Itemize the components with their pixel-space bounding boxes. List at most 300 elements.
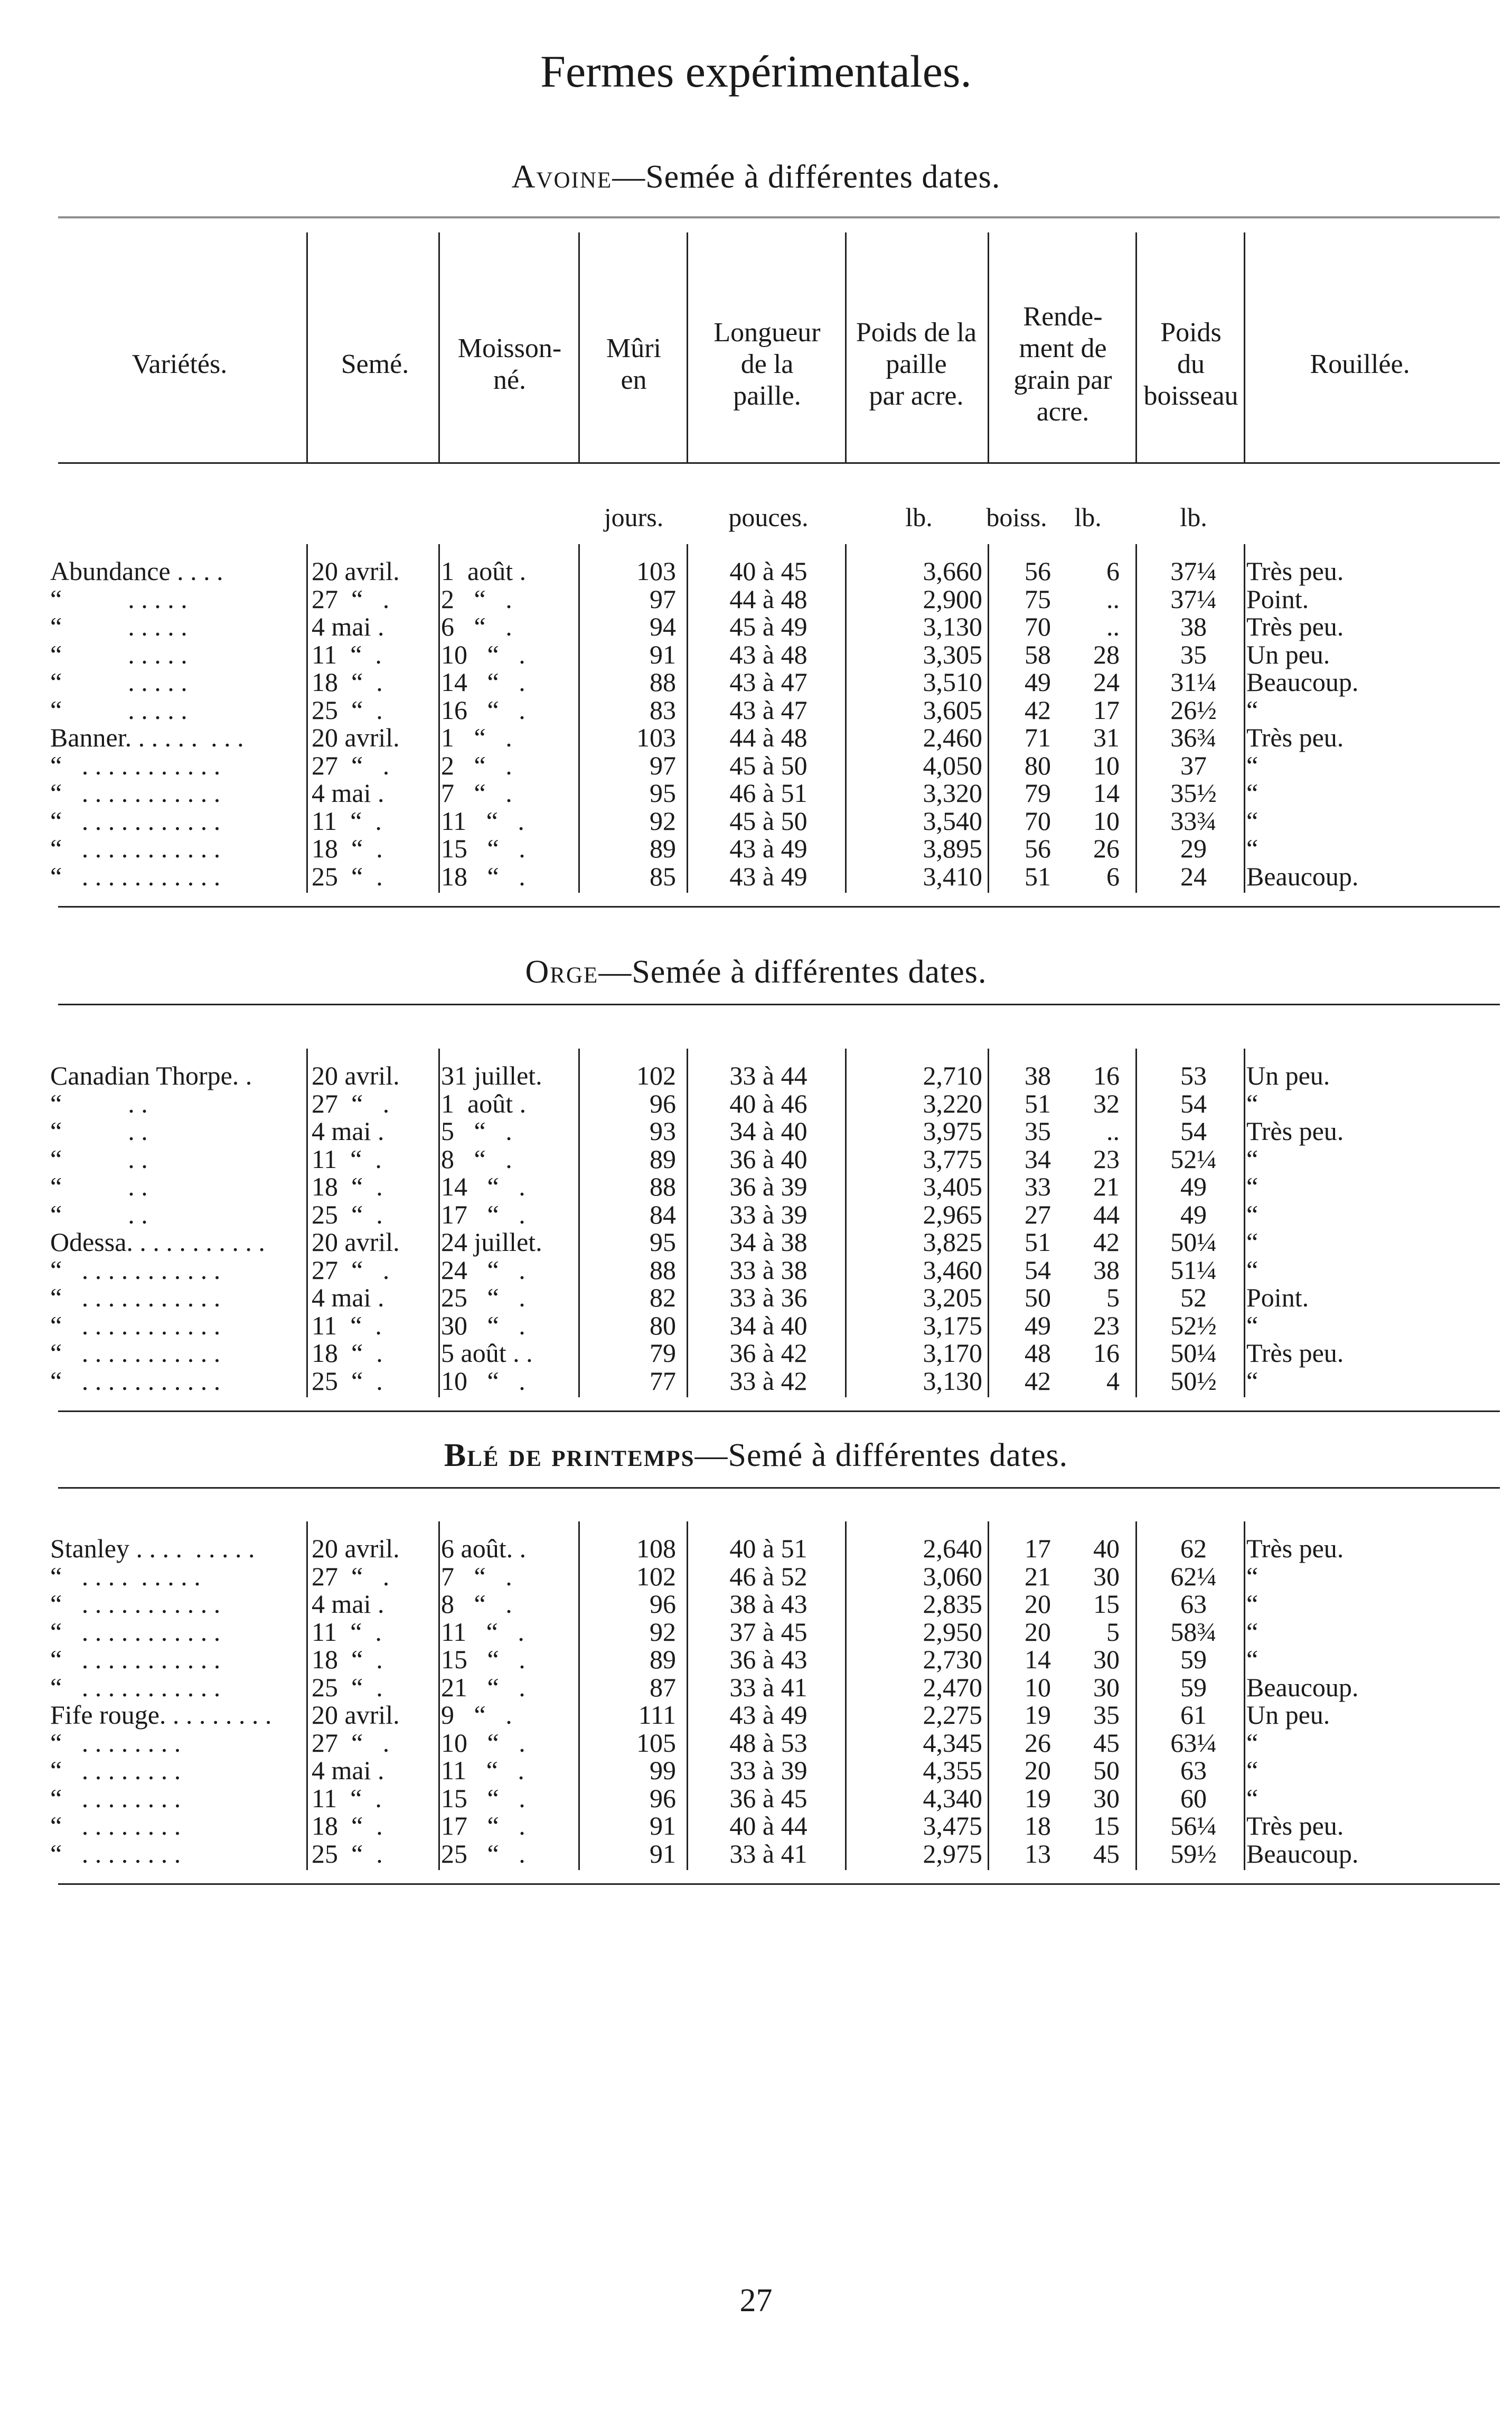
cell-livres: 23 bbox=[1093, 1144, 1120, 1174]
cell-rouillee: “ bbox=[1246, 806, 1259, 836]
section-col-divider bbox=[438, 544, 440, 893]
cell-seme: 27 “ . bbox=[312, 1561, 390, 1591]
cell-poids-boisseau: 37 bbox=[1180, 750, 1207, 780]
cell-boisseaux: 51 bbox=[1025, 1227, 1051, 1257]
cell-poids-boisseau: 59 bbox=[1180, 1645, 1207, 1674]
cell-longueur: 43 à 47 bbox=[729, 695, 807, 725]
cell-variety: Canadian Thorpe. . bbox=[50, 1061, 252, 1090]
cell-boisseaux: 48 bbox=[1025, 1338, 1051, 1368]
cell-seme: 18 “ . bbox=[312, 834, 383, 863]
cell-poids-paille: 3,775 bbox=[923, 1144, 982, 1174]
header-col-divider bbox=[845, 232, 847, 462]
cell-boisseaux: 56 bbox=[1025, 556, 1051, 586]
cell-boisseaux: 14 bbox=[1025, 1645, 1051, 1674]
table-row bbox=[0, 1367, 1512, 1395]
cell-moissonne: 10 “ . bbox=[441, 639, 525, 669]
cell-poids-boisseau: 58¾ bbox=[1170, 1617, 1217, 1647]
cell-variety: “ . . . . . . . . . . . bbox=[50, 1283, 221, 1312]
cell-variety: “ . . bbox=[50, 1088, 148, 1118]
cell-boisseaux: 70 bbox=[1025, 612, 1051, 641]
table-row bbox=[0, 1228, 1512, 1256]
cell-variety: “ . . . . . . . . . . . bbox=[50, 1672, 221, 1702]
cell-poids-boisseau: 59½ bbox=[1170, 1838, 1217, 1868]
header-col-divider bbox=[1244, 232, 1245, 462]
section-bottom-rule bbox=[58, 906, 1500, 908]
cell-livres: 50 bbox=[1093, 1755, 1120, 1785]
cell-muri: 103 bbox=[636, 556, 676, 586]
cell-seme: 11 “ . bbox=[312, 1144, 382, 1174]
header-muri: Mûri en bbox=[606, 333, 661, 395]
table-row bbox=[0, 1312, 1512, 1340]
cell-muri: 91 bbox=[650, 1838, 676, 1868]
cell-muri: 92 bbox=[650, 806, 676, 836]
cell-variety: “ . . . . . . . . bbox=[50, 1727, 181, 1758]
unit-lb-boisseau: lb. bbox=[1180, 502, 1207, 532]
table-row bbox=[0, 1756, 1512, 1784]
cell-boisseaux: 51 bbox=[1025, 1088, 1051, 1118]
cell-seme: 4 mai . bbox=[312, 1589, 384, 1619]
cell-longueur: 45 à 50 bbox=[729, 806, 807, 836]
cell-moissonne: 10 “ . bbox=[441, 1727, 525, 1758]
cell-seme: 25 “ . bbox=[312, 1366, 383, 1396]
cell-rouillee: Très peu. bbox=[1246, 1811, 1344, 1840]
section-col-divider bbox=[1135, 544, 1137, 893]
cell-poids-boisseau: 26½ bbox=[1170, 695, 1217, 725]
cell-poids-paille: 4,340 bbox=[923, 1783, 982, 1813]
cell-poids-paille: 3,605 bbox=[923, 695, 982, 725]
cell-poids-boisseau: 24 bbox=[1180, 861, 1207, 891]
cell-poids-boisseau: 63 bbox=[1180, 1755, 1207, 1785]
cell-variety: “ . . . . . . . . . . . bbox=[50, 806, 221, 836]
cell-livres: 16 bbox=[1093, 1061, 1120, 1090]
cell-longueur: 36 à 42 bbox=[729, 1338, 807, 1368]
cell-moissonne: 5 août . . bbox=[441, 1338, 533, 1368]
cell-longueur: 33 à 41 bbox=[729, 1672, 807, 1702]
cell-moissonne: 24 juillet. bbox=[441, 1227, 542, 1257]
cell-longueur: 40 à 46 bbox=[729, 1088, 807, 1118]
cell-muri: 103 bbox=[636, 723, 676, 752]
cell-moissonne: 14 “ . bbox=[441, 1172, 525, 1201]
cell-moissonne: 8 “ . bbox=[441, 1589, 512, 1619]
cell-longueur: 33 à 41 bbox=[729, 1838, 807, 1868]
cell-muri: 94 bbox=[650, 612, 676, 641]
cell-moissonne: 1 août . bbox=[441, 1088, 527, 1118]
cell-poids-paille: 2,730 bbox=[923, 1645, 982, 1674]
cell-poids-boisseau: 50¼ bbox=[1170, 1227, 1217, 1257]
cell-muri: 83 bbox=[650, 695, 676, 725]
table-row bbox=[0, 1674, 1512, 1702]
cell-variety: “ . . . . . . . . . . . bbox=[50, 1617, 221, 1647]
cell-moissonne: 11 “ . bbox=[441, 806, 524, 836]
cell-boisseaux: 38 bbox=[1025, 1061, 1051, 1090]
cell-longueur: 33 à 39 bbox=[729, 1199, 807, 1229]
cell-boisseaux: 20 bbox=[1025, 1617, 1051, 1647]
cell-moissonne: 1 “ . bbox=[441, 723, 512, 752]
section-col-divider bbox=[845, 544, 847, 893]
cell-moissonne: 15 “ . bbox=[441, 1783, 525, 1813]
cell-rouillee: “ bbox=[1246, 1172, 1259, 1201]
section-col-divider bbox=[988, 1049, 989, 1397]
cell-seme: 4 mai . bbox=[312, 1116, 384, 1146]
cell-boisseaux: 13 bbox=[1025, 1838, 1051, 1868]
table-row bbox=[0, 1646, 1512, 1674]
cell-longueur: 43 à 49 bbox=[729, 1700, 807, 1730]
cell-longueur: 44 à 48 bbox=[729, 723, 807, 752]
cell-variety: “ . . bbox=[50, 1144, 148, 1174]
cell-boisseaux: 80 bbox=[1025, 750, 1051, 780]
cell-seme: 20 avril. bbox=[312, 1534, 400, 1563]
cell-moissonne: 25 “ . bbox=[441, 1283, 525, 1312]
cell-muri: 88 bbox=[650, 1172, 676, 1201]
cell-livres: 30 bbox=[1093, 1561, 1120, 1591]
cell-muri: 96 bbox=[650, 1783, 676, 1813]
cell-variety: Stanley . . . . . . . . . bbox=[50, 1534, 255, 1563]
section-col-divider bbox=[1135, 1521, 1137, 1870]
cell-variety: “ . . . . . . . . . . . bbox=[50, 778, 221, 808]
cell-moissonne: 1 août . bbox=[441, 556, 527, 586]
cell-livres: 30 bbox=[1093, 1645, 1120, 1674]
cell-livres: 17 bbox=[1093, 695, 1120, 725]
cell-moissonne: 25 “ . bbox=[441, 1838, 525, 1868]
cell-seme: 27 “ . bbox=[312, 750, 390, 780]
cell-livres: 15 bbox=[1093, 1589, 1120, 1619]
cell-poids-boisseau: 49 bbox=[1180, 1172, 1207, 1201]
cell-livres: 32 bbox=[1093, 1088, 1120, 1118]
cell-poids-paille: 2,900 bbox=[923, 584, 982, 614]
unit-lb-rendement: lb. bbox=[1074, 502, 1102, 532]
header-col-divider bbox=[687, 232, 688, 462]
section-title-crop: Blé de printemps bbox=[444, 1437, 695, 1473]
section-col-divider bbox=[1135, 1049, 1137, 1397]
header-poids-paille: Poids de la paille par acre. bbox=[856, 317, 977, 411]
cell-muri: 85 bbox=[650, 861, 676, 891]
cell-muri: 88 bbox=[650, 667, 676, 697]
section-col-divider bbox=[1244, 1049, 1245, 1397]
table-row bbox=[0, 1729, 1512, 1757]
section-col-divider bbox=[1244, 1521, 1245, 1870]
cell-poids-paille: 3,660 bbox=[923, 556, 982, 586]
cell-rouillee: Point. bbox=[1246, 1283, 1309, 1312]
cell-variety: “ . . . . . . . . . . . bbox=[50, 861, 221, 891]
cell-seme: 18 “ . bbox=[312, 1338, 383, 1368]
cell-poids-paille: 3,320 bbox=[923, 778, 982, 808]
cell-longueur: 40 à 45 bbox=[729, 556, 807, 586]
section-title-rest: —Semée à différentes dates. bbox=[598, 954, 987, 990]
table-row bbox=[0, 1173, 1512, 1201]
cell-moissonne: 18 “ . bbox=[441, 861, 525, 891]
cell-rouillee: Beaucoup. bbox=[1246, 861, 1359, 891]
table-row bbox=[0, 1618, 1512, 1646]
cell-rouillee: Très peu. bbox=[1246, 1534, 1344, 1563]
cell-seme: 18 “ . bbox=[312, 1172, 383, 1201]
cell-variety: “ . . . . . . . . bbox=[50, 1838, 181, 1868]
cell-moissonne: 15 “ . bbox=[441, 834, 525, 863]
unit-boiss: boiss. bbox=[986, 502, 1047, 532]
cell-moissonne: 15 “ . bbox=[441, 1645, 525, 1674]
cell-poids-boisseau: 53 bbox=[1180, 1061, 1207, 1090]
cell-muri: 77 bbox=[650, 1366, 676, 1396]
cell-muri: 95 bbox=[650, 1227, 676, 1257]
table-row bbox=[0, 557, 1512, 585]
cell-poids-boisseau: 60 bbox=[1180, 1783, 1207, 1813]
cell-poids-boisseau: 49 bbox=[1180, 1199, 1207, 1229]
cell-variety: “ . . . . . . . . . . . bbox=[50, 1310, 221, 1340]
section-title-rest: —Semée à différentes dates. bbox=[612, 159, 1001, 195]
cell-rouillee: Très peu. bbox=[1246, 612, 1344, 641]
cell-longueur: 45 à 49 bbox=[729, 612, 807, 641]
cell-poids-paille: 3,220 bbox=[923, 1088, 982, 1118]
cell-seme: 27 “ . bbox=[312, 1727, 390, 1758]
cell-longueur: 36 à 39 bbox=[729, 1172, 807, 1201]
section-col-divider bbox=[578, 544, 580, 893]
cell-boisseaux: 17 bbox=[1025, 1534, 1051, 1563]
cell-rouillee: “ bbox=[1246, 1144, 1259, 1174]
cell-variety: “ . . . . . bbox=[50, 612, 187, 641]
cell-poids-paille: 2,710 bbox=[923, 1061, 982, 1090]
cell-variety: “ . . . . . . . . . . . bbox=[50, 1645, 221, 1674]
cell-variety: Odessa. . . . . . . . . . . bbox=[50, 1227, 265, 1257]
cell-rouillee: Beaucoup. bbox=[1246, 1672, 1359, 1702]
cell-poids-boisseau: 36¾ bbox=[1170, 723, 1217, 752]
header-seme: Semé. bbox=[341, 349, 409, 379]
cell-poids-boisseau: 31¼ bbox=[1170, 667, 1217, 697]
cell-rouillee: “ bbox=[1246, 1255, 1259, 1285]
cell-boisseaux: 51 bbox=[1025, 861, 1051, 891]
cell-moissonne: 7 “ . bbox=[441, 1561, 512, 1591]
section-title bbox=[0, 158, 1512, 196]
cell-moissonne: 24 “ . bbox=[441, 1255, 525, 1285]
cell-livres: 42 bbox=[1093, 1227, 1120, 1257]
cell-longueur: 43 à 49 bbox=[729, 861, 807, 891]
cell-livres: 4 bbox=[1106, 1366, 1120, 1396]
cell-variety: “ . . bbox=[50, 1116, 148, 1146]
cell-variety: “ . . . . . . . . . bbox=[50, 1561, 201, 1591]
cell-rouillee: “ bbox=[1246, 1199, 1259, 1229]
cell-rouillee: Un peu. bbox=[1246, 1061, 1330, 1090]
cell-variety: “ . . . . . . . . . . . bbox=[50, 1255, 221, 1285]
cell-longueur: 33 à 39 bbox=[729, 1755, 807, 1785]
cell-seme: 25 “ . bbox=[312, 1672, 383, 1702]
cell-seme: 27 “ . bbox=[312, 1255, 390, 1285]
cell-variety: “ . . . . . bbox=[50, 584, 187, 614]
cell-variety: “ . . . . . . . . bbox=[50, 1755, 181, 1785]
cell-muri: 82 bbox=[650, 1283, 676, 1312]
cell-rouillee: Très peu. bbox=[1246, 1116, 1344, 1146]
cell-muri: 102 bbox=[636, 1061, 676, 1090]
cell-moissonne: 2 “ . bbox=[441, 750, 512, 780]
cell-variety: Fife rouge. . . . . . . . . bbox=[50, 1700, 272, 1730]
cell-poids-boisseau: 37¼ bbox=[1170, 556, 1217, 586]
cell-rouillee: “ bbox=[1246, 1589, 1259, 1619]
cell-poids-boisseau: 56¼ bbox=[1170, 1811, 1217, 1840]
cell-poids-paille: 4,355 bbox=[923, 1755, 982, 1785]
cell-moissonne: 5 “ . bbox=[441, 1116, 512, 1146]
cell-poids-boisseau: 52 bbox=[1180, 1283, 1207, 1312]
cell-boisseaux: 58 bbox=[1025, 639, 1051, 669]
cell-poids-paille: 2,460 bbox=[923, 723, 982, 752]
cell-longueur: 44 à 48 bbox=[729, 584, 807, 614]
cell-muri: 96 bbox=[650, 1088, 676, 1118]
section-bottom-rule bbox=[58, 1883, 1500, 1885]
section-title bbox=[0, 1437, 1512, 1474]
cell-muri: 89 bbox=[650, 1144, 676, 1174]
cell-seme: 11 “ . bbox=[312, 1310, 382, 1340]
header-longueur: Longueur de la paille. bbox=[713, 317, 821, 411]
cell-variety: Banner. . . . . . . . . bbox=[50, 723, 244, 752]
cell-moissonne: 17 “ . bbox=[441, 1199, 525, 1229]
cell-livres: 38 bbox=[1093, 1255, 1120, 1285]
cell-boisseaux: 18 bbox=[1025, 1811, 1051, 1840]
cell-livres: 44 bbox=[1093, 1199, 1120, 1229]
unit-pouces: pouces. bbox=[728, 502, 809, 532]
cell-variety: “ . . . . . . . . bbox=[50, 1783, 181, 1813]
cell-poids-paille: 3,410 bbox=[923, 861, 982, 891]
cell-longueur: 34 à 40 bbox=[729, 1116, 807, 1146]
header-varietes: Variétés. bbox=[132, 349, 228, 379]
cell-rouillee: Très peu. bbox=[1246, 1338, 1344, 1368]
table-row bbox=[0, 1201, 1512, 1229]
cell-boisseaux: 42 bbox=[1025, 695, 1051, 725]
cell-longueur: 43 à 48 bbox=[729, 639, 807, 669]
header-moissonne: Moisson- né. bbox=[457, 333, 562, 395]
cell-variety: “ . . . . . . . . . . . bbox=[50, 1338, 221, 1368]
cell-poids-paille: 3,130 bbox=[923, 612, 982, 641]
cell-rouillee: “ bbox=[1246, 1366, 1259, 1396]
cell-rouillee: “ bbox=[1246, 1088, 1259, 1118]
cell-boisseaux: 71 bbox=[1025, 723, 1051, 752]
cell-muri: 102 bbox=[636, 1561, 676, 1591]
cell-poids-paille: 3,540 bbox=[923, 806, 982, 836]
cell-seme: 11 “ . bbox=[312, 1617, 382, 1647]
cell-seme: 11 “ . bbox=[312, 639, 382, 669]
cell-poids-boisseau: 33¾ bbox=[1170, 806, 1217, 836]
section-col-divider bbox=[687, 1521, 688, 1870]
cell-livres: .. bbox=[1106, 584, 1120, 614]
cell-rouillee: Très peu. bbox=[1246, 556, 1344, 586]
cell-longueur: 33 à 36 bbox=[729, 1283, 807, 1312]
cell-livres: 6 bbox=[1106, 861, 1120, 891]
cell-poids-paille: 3,205 bbox=[923, 1283, 982, 1312]
cell-poids-paille: 2,470 bbox=[923, 1672, 982, 1702]
cell-poids-boisseau: 62 bbox=[1180, 1534, 1207, 1563]
table-row bbox=[0, 585, 1512, 613]
cell-moissonne: 7 “ . bbox=[441, 778, 512, 808]
cell-seme: 25 “ . bbox=[312, 695, 383, 725]
cell-seme: 18 “ . bbox=[312, 1645, 383, 1674]
cell-seme: 25 “ . bbox=[312, 861, 383, 891]
cell-muri: 87 bbox=[650, 1672, 676, 1702]
cell-moissonne: 2 “ . bbox=[441, 584, 512, 614]
cell-moissonne: 9 “ . bbox=[441, 1700, 512, 1730]
table-row bbox=[0, 724, 1512, 752]
section-col-divider bbox=[845, 1049, 847, 1397]
cell-rouillee: Beaucoup. bbox=[1246, 667, 1359, 697]
cell-poids-paille: 2,950 bbox=[923, 1617, 982, 1647]
cell-boisseaux: 21 bbox=[1025, 1561, 1051, 1591]
cell-longueur: 33 à 44 bbox=[729, 1061, 807, 1090]
cell-muri: 97 bbox=[650, 750, 676, 780]
header-col-divider bbox=[1135, 232, 1137, 462]
cell-poids-boisseau: 35½ bbox=[1170, 778, 1217, 808]
cell-variety: “ . . bbox=[50, 1199, 148, 1229]
cell-variety: “ . . . . . bbox=[50, 639, 187, 669]
cell-poids-paille: 3,130 bbox=[923, 1366, 982, 1396]
table-row bbox=[0, 863, 1512, 891]
cell-boisseaux: 79 bbox=[1025, 778, 1051, 808]
table-row bbox=[0, 1840, 1512, 1868]
cell-rouillee: “ bbox=[1246, 1617, 1259, 1647]
cell-seme: 4 mai . bbox=[312, 1755, 384, 1785]
cell-poids-boisseau: 52½ bbox=[1170, 1310, 1217, 1340]
cell-poids-boisseau: 38 bbox=[1180, 612, 1207, 641]
cell-muri: 88 bbox=[650, 1255, 676, 1285]
section-col-divider bbox=[988, 1521, 989, 1870]
unit-lb-paille: lb. bbox=[905, 502, 933, 532]
cell-muri: 93 bbox=[650, 1116, 676, 1146]
cell-longueur: 43 à 49 bbox=[729, 834, 807, 863]
cell-livres: 5 bbox=[1106, 1617, 1120, 1647]
cell-longueur: 33 à 38 bbox=[729, 1255, 807, 1285]
cell-poids-paille: 2,835 bbox=[923, 1589, 982, 1619]
cell-livres: 28 bbox=[1093, 639, 1120, 669]
cell-moissonne: 21 “ . bbox=[441, 1672, 525, 1702]
section-col-divider bbox=[438, 1521, 440, 1870]
cell-boisseaux: 42 bbox=[1025, 1366, 1051, 1396]
cell-moissonne: 14 “ . bbox=[441, 667, 525, 697]
cell-rouillee: “ bbox=[1246, 1755, 1259, 1785]
cell-muri: 97 bbox=[650, 584, 676, 614]
table-row bbox=[0, 1784, 1512, 1812]
cell-livres: 24 bbox=[1093, 667, 1120, 697]
cell-rouillee: Un peu. bbox=[1246, 639, 1330, 669]
section-col-divider bbox=[687, 544, 688, 893]
cell-variety: “ . . . . . . . . . . . bbox=[50, 1366, 221, 1396]
cell-muri: 80 bbox=[650, 1310, 676, 1340]
table-row bbox=[0, 1563, 1512, 1591]
cell-longueur: 40 à 51 bbox=[729, 1534, 807, 1563]
table-row bbox=[0, 1339, 1512, 1367]
cell-rouillee: “ bbox=[1246, 1227, 1259, 1257]
cell-variety: “ . . . . . . . . bbox=[50, 1811, 181, 1840]
table-row bbox=[0, 1535, 1512, 1563]
cell-boisseaux: 75 bbox=[1025, 584, 1051, 614]
cell-seme: 11 “ . bbox=[312, 1783, 382, 1813]
cell-boisseaux: 10 bbox=[1025, 1672, 1051, 1702]
cell-poids-paille: 3,510 bbox=[923, 667, 982, 697]
cell-muri: 89 bbox=[650, 1645, 676, 1674]
cell-muri: 108 bbox=[636, 1534, 676, 1563]
cell-poids-boisseau: 29 bbox=[1180, 834, 1207, 863]
cell-boisseaux: 54 bbox=[1025, 1255, 1051, 1285]
cell-seme: 4 mai . bbox=[312, 612, 384, 641]
cell-seme: 11 “ . bbox=[312, 806, 382, 836]
cell-boisseaux: 34 bbox=[1025, 1144, 1051, 1174]
cell-boisseaux: 20 bbox=[1025, 1589, 1051, 1619]
cell-boisseaux: 26 bbox=[1025, 1727, 1051, 1758]
section-title-crop: Orge bbox=[525, 954, 599, 990]
table-row bbox=[0, 613, 1512, 641]
cell-seme: 18 “ . bbox=[312, 667, 383, 697]
section-col-divider bbox=[306, 1049, 308, 1397]
table-row bbox=[0, 1090, 1512, 1118]
section-bottom-rule bbox=[58, 1410, 1500, 1412]
cell-variety: “ . . . . . . . . . . . bbox=[50, 750, 221, 780]
cell-poids-boisseau: 63¼ bbox=[1170, 1727, 1217, 1758]
cell-livres: .. bbox=[1106, 1116, 1120, 1146]
cell-longueur: 33 à 42 bbox=[729, 1366, 807, 1396]
table-row bbox=[0, 779, 1512, 807]
cell-longueur: 36 à 40 bbox=[729, 1144, 807, 1174]
